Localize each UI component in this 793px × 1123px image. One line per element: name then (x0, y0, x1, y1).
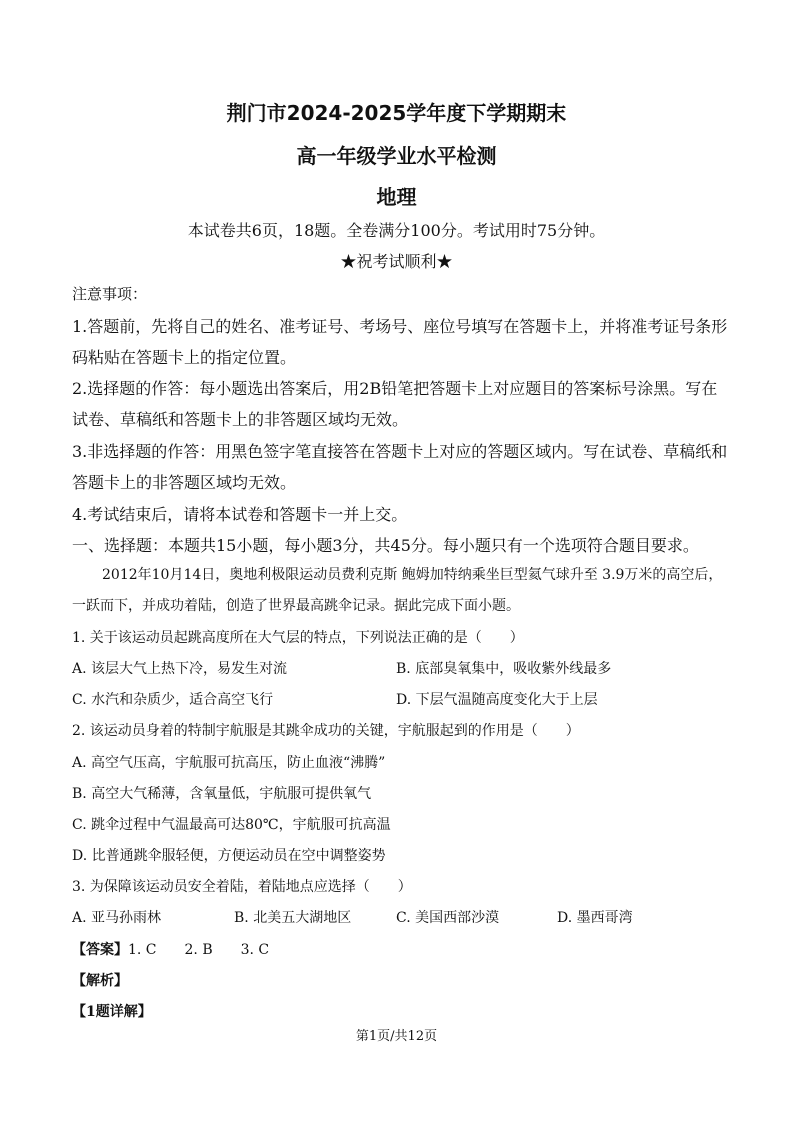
note-3-line-1: 3.非选择题的作答：用黑色签字笔直接答在答题卡上对应的答题区域内。写在试卷、草稿纸和 (72, 442, 728, 461)
exam-title: 荆门市2024-2025学年度下学期期末 (226, 101, 567, 125)
note-1-line-2: 码粘贴在答题卡上的指定位置。 (72, 348, 297, 367)
note-3-line-2: 答题卡上的非答题区域均无效。 (72, 473, 297, 492)
exam-info: 本试卷共6页，18题。全卷满分100分。考试用时75分钟。 (187, 221, 606, 240)
notes-heading: 注意事项： (72, 285, 148, 303)
q1-option-a: A. 该层大气上热下冷，易发生对流 (72, 661, 288, 677)
page-footer: 第1页/共12页 (355, 1029, 438, 1044)
q1-option-b: B. 底部臭氧集中，吸收紫外线最多 (396, 661, 612, 677)
detail-label: 【1题详解】 (72, 1004, 152, 1020)
q1-stem: 1. 关于该运动员起跳高度所在大气层的特点，下列说法正确的是（ ） (72, 630, 524, 646)
answer-label: 【答案】 (72, 942, 128, 958)
note-4: 4.考试结束后，请将本试卷和答题卡一并上交。 (72, 505, 408, 524)
q2-option-d: D. 比普通跳伞服轻便，方便运动员在空中调整姿势 (72, 848, 386, 864)
q1-option-d: D. 下层气温随高度变化大于上层 (396, 692, 598, 708)
q1-option-c: C. 水汽和杂质少，适合高空飞行 (72, 692, 274, 708)
note-2-line-1: 2.选择题的作答：每小题选出答案后，用2B铅笔把答题卡上对应题目的答案标号涂黑。写在 (72, 379, 718, 398)
subject-title: 地理 (376, 185, 417, 209)
note-2-line-2: 试卷、草稿纸和答题卡上的非答题区域均无效。 (72, 410, 409, 429)
intro-line-2: 一跃而下，并成功着陆，创造了世界最高跳伞记录。据此完成下面小题。 (72, 598, 520, 614)
analysis-label: 【解析】 (72, 973, 128, 989)
q3-option-b: B. 北美五大湖地区 (234, 910, 352, 926)
q3-option-c: C. 美国西部沙漠 (396, 910, 500, 926)
q2-option-c: C. 跳伞过程中气温最高可达80℃，宇航服可抗高温 (72, 817, 391, 833)
grade-title: 高一年级学业水平检测 (296, 144, 497, 168)
q3-option-d: D. 墨西哥湾 (557, 910, 633, 926)
note-1-line-1: 1.答题前，先将自己的姓名、准考证号、考场号、座位号填写在答题卡上，并将准考证号条形 (72, 317, 728, 336)
q3-stem: 3. 为保障该运动员安全着陆，着陆地点应选择（ ） (72, 879, 412, 895)
q3-option-a: A. 亚马孙雨林 (72, 910, 162, 926)
answer-row (72, 939, 269, 959)
q2-option-a: A. 高空气压高，宇航服可抗高压，防止血液“沸腾” (72, 755, 386, 771)
good-luck: ★祝考试顺利★ (340, 252, 453, 271)
q2-option-b: B. 高空大气稀薄，含氧量低，宇航服可提供氧气 (72, 786, 372, 802)
section-heading: 一、选择题：本题共15小题，每小题3分，共45分。每小题只有一个选项符合题目要求。 (72, 536, 699, 555)
intro-line-1: 2012年10月14日，奥地利极限运动员费利克斯 鲍姆加特纳乘坐巨型氦气球升至 3.9万米的高空后， (102, 567, 723, 583)
q2-stem: 2. 该运动员身着的特制宇航服是其跳伞成功的关键，宇航服起到的作用是（ ） (72, 723, 580, 739)
answer-values: 1. C 2. B 3. C (128, 942, 270, 958)
